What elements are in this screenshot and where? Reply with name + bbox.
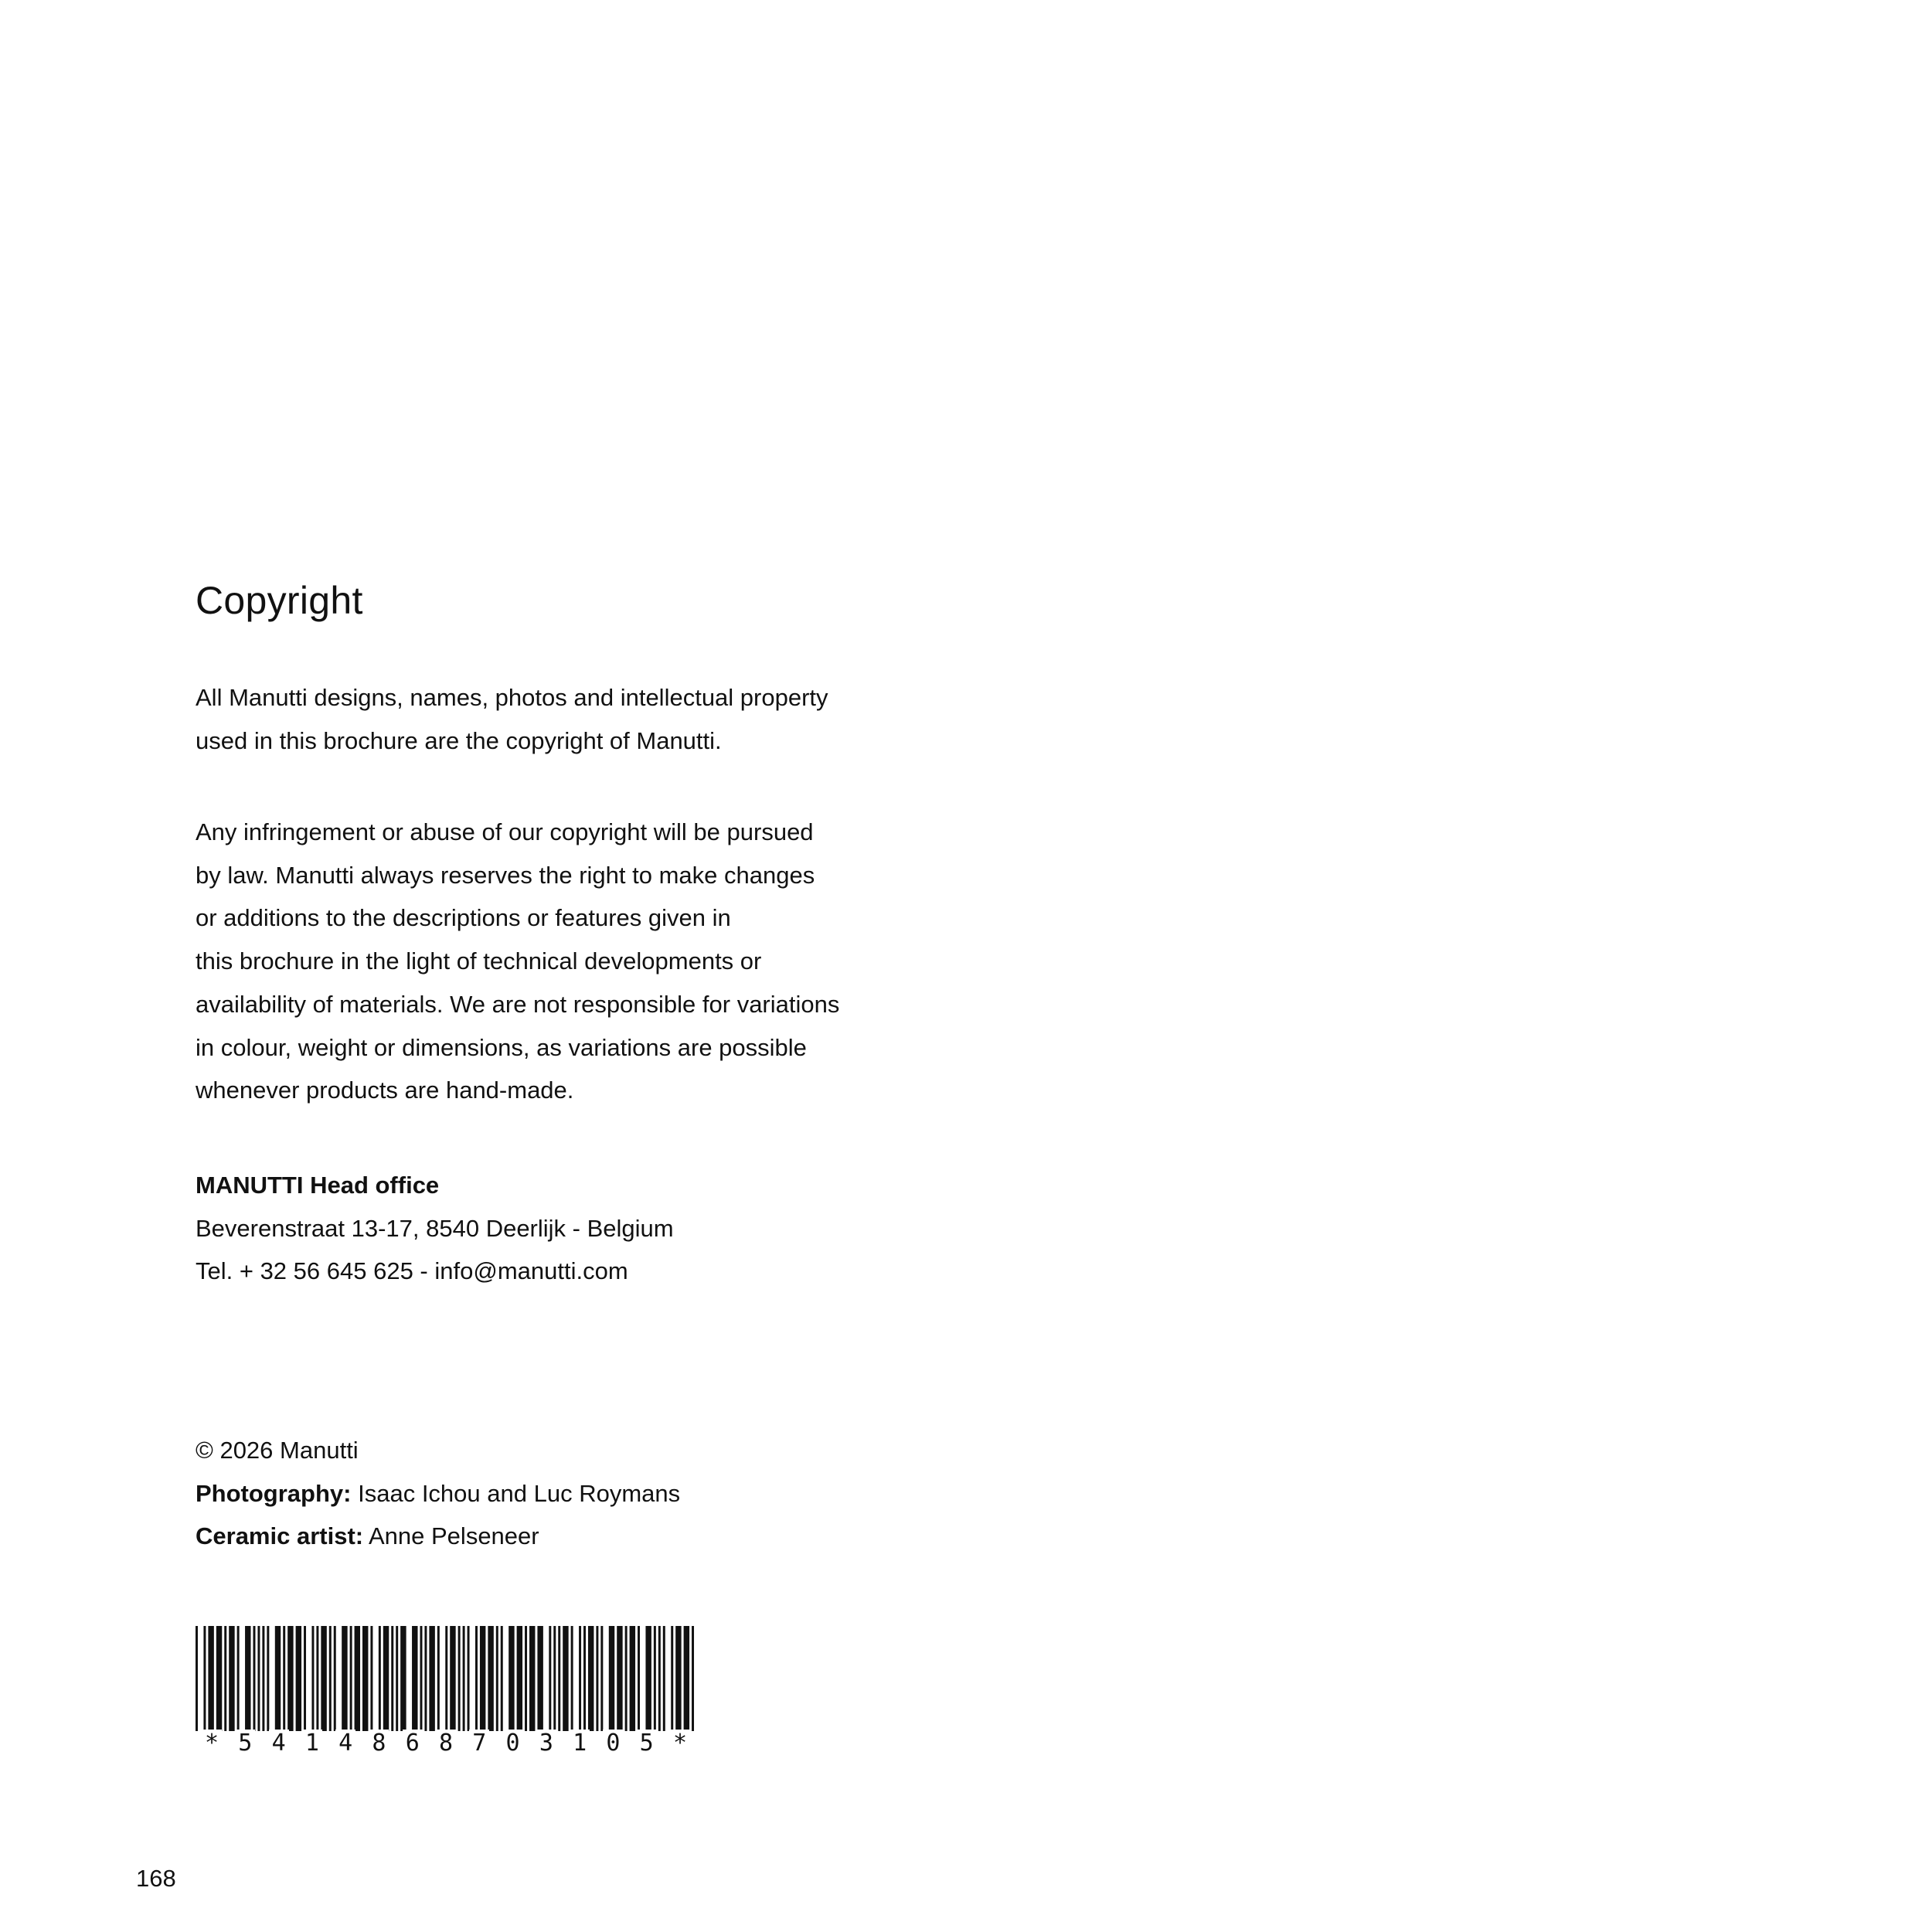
barcode-bar (638, 1626, 640, 1731)
barcode-bar (525, 1626, 527, 1731)
barcode-bar (458, 1626, 461, 1731)
barcode-digit: 6 (403, 1730, 423, 1760)
barcode-bar (379, 1626, 381, 1731)
barcode-bar (283, 1626, 285, 1731)
head-office-contact: Tel. + 32 56 645 625 - info@manutti.com (196, 1257, 628, 1285)
photography-value: Isaac Ichou and Luc Roymans (351, 1479, 681, 1507)
barcode-bar (224, 1626, 226, 1731)
barcode-bar (370, 1626, 372, 1731)
barcode-bar (229, 1626, 234, 1731)
barcode-bar (329, 1626, 332, 1731)
barcode-bar (563, 1626, 568, 1731)
barcode-bars (196, 1626, 696, 1731)
barcode-bar (412, 1626, 417, 1731)
barcode-bar (684, 1626, 689, 1731)
barcode-digit: 1 (302, 1730, 322, 1760)
barcode-bar (588, 1626, 594, 1731)
barcode-digit: 4 (335, 1730, 355, 1760)
copyright-notice (196, 676, 828, 762)
barcode-bar (350, 1626, 352, 1731)
barcode-digit: 5 (637, 1730, 657, 1760)
barcode-bar (675, 1626, 681, 1731)
barcode-bar (692, 1626, 694, 1731)
barcode-digit: 8 (436, 1730, 456, 1760)
barcode-bar (437, 1626, 440, 1731)
barcode-bar (517, 1626, 522, 1731)
barcode-bar (663, 1626, 665, 1731)
barcode-bar (355, 1626, 360, 1731)
ceramic-value: Anne Pelseneer (363, 1522, 539, 1550)
text-line: availability of materials. We are not responsible for variations (196, 990, 840, 1018)
photography-credit (196, 1472, 680, 1515)
barcode-bar (654, 1626, 656, 1731)
barcode-bar (391, 1626, 393, 1731)
barcode-bar (671, 1626, 673, 1731)
head-office-block (196, 1164, 674, 1293)
barcode-bar (362, 1626, 368, 1731)
barcode-digit: * (202, 1730, 222, 1760)
text-line: this brochure in the light of technical developments or (196, 947, 762, 975)
ceramic-label: Ceramic artist: (196, 1522, 364, 1550)
copyright-line: © 2026 Manutti (196, 1437, 359, 1464)
barcode-bar (625, 1626, 628, 1731)
barcode-bar (645, 1626, 651, 1731)
barcode-bar (424, 1626, 427, 1731)
barcode-bar (553, 1626, 556, 1731)
barcode-bar (450, 1626, 455, 1731)
barcode-digit: 5 (235, 1730, 255, 1760)
photography-label: Photography: (196, 1479, 352, 1507)
ceramic-credit (196, 1515, 680, 1558)
barcode-digit: 7 (469, 1730, 489, 1760)
barcode-bar (316, 1626, 318, 1731)
barcode-bar (537, 1626, 543, 1731)
barcode-bar (488, 1626, 493, 1731)
barcode-bar (400, 1626, 406, 1731)
head-office-label: MANUTTI Head office (196, 1172, 440, 1199)
text-line: Any infringement or abuse of our copyright will be pursued (196, 818, 814, 845)
barcode-bar (267, 1626, 269, 1731)
text-line: or additions to the descriptions or features given in (196, 904, 731, 932)
barcode-bar (609, 1626, 614, 1731)
barcode-bar (196, 1626, 198, 1731)
barcode-bar (208, 1626, 213, 1731)
barcode-digit: 0 (603, 1730, 623, 1760)
barcode-bar (617, 1626, 622, 1731)
barcode-bar (445, 1626, 447, 1731)
text-line: in colour, weight or dimensions, as variations are possible (196, 1033, 807, 1061)
barcode-bar (596, 1626, 598, 1731)
barcode-bar (257, 1626, 260, 1731)
barcode-bar (275, 1626, 281, 1731)
barcode-bar (496, 1626, 498, 1731)
barcode-digit: 8 (369, 1730, 389, 1760)
barcode-bar (216, 1626, 222, 1731)
barcode-digit: 3 (536, 1730, 556, 1760)
barcode-bar (501, 1626, 503, 1731)
barcode-bar (287, 1626, 293, 1731)
barcode-bar (203, 1626, 206, 1731)
barcode-bar (549, 1626, 551, 1731)
barcode-bar (342, 1626, 347, 1731)
barcode-bar (245, 1626, 250, 1731)
barcode-bar (463, 1626, 465, 1731)
barcode-bar (509, 1626, 514, 1731)
page-number: 168 (136, 1865, 176, 1892)
text-line: All Manutti designs, names, photos and intellectual property (196, 684, 828, 711)
barcode-digit: 0 (503, 1730, 523, 1760)
barcode-bar (237, 1626, 240, 1731)
barcode-digit: * (670, 1730, 690, 1760)
credits-block (196, 1429, 680, 1558)
page-title: Copyright (196, 579, 363, 622)
barcode-bar (529, 1626, 535, 1731)
infringement-notice (196, 811, 839, 1112)
barcode-digit: 4 (269, 1730, 289, 1760)
barcode-bar (558, 1626, 560, 1731)
barcode-bar (321, 1626, 326, 1731)
barcode-bar (334, 1626, 336, 1731)
barcode-bar (304, 1626, 306, 1731)
barcode-bar (480, 1626, 485, 1731)
barcode-bar (583, 1626, 586, 1731)
barcode-bar (579, 1626, 581, 1731)
head-office-address: Beverenstraat 13-17, 8540 Deerlijk - Belgium (196, 1214, 674, 1242)
barcode-bar (429, 1626, 434, 1731)
barcode-bar (630, 1626, 635, 1731)
barcode-bar (253, 1626, 255, 1731)
barcode-bar (396, 1626, 398, 1731)
text-line: used in this brochure are the copyright of Manutti. (196, 726, 722, 754)
barcode-digit: 1 (570, 1730, 590, 1760)
barcode-bar (262, 1626, 264, 1731)
barcode-bar (571, 1626, 573, 1731)
text-line: whenever products are hand-made. (196, 1077, 574, 1104)
barcode-bar (420, 1626, 422, 1731)
barcode-bar (600, 1626, 603, 1731)
barcode-digits (196, 1730, 696, 1760)
barcode-bar (296, 1626, 301, 1731)
barcode-bar (468, 1626, 470, 1731)
barcode-bar (311, 1626, 314, 1731)
barcode-bar (658, 1626, 661, 1731)
barcode (196, 1626, 696, 1757)
barcode-bar (383, 1626, 389, 1731)
text-line: by law. Manutti always reserves the right to make changes (196, 861, 815, 889)
barcode-bar (475, 1626, 478, 1731)
